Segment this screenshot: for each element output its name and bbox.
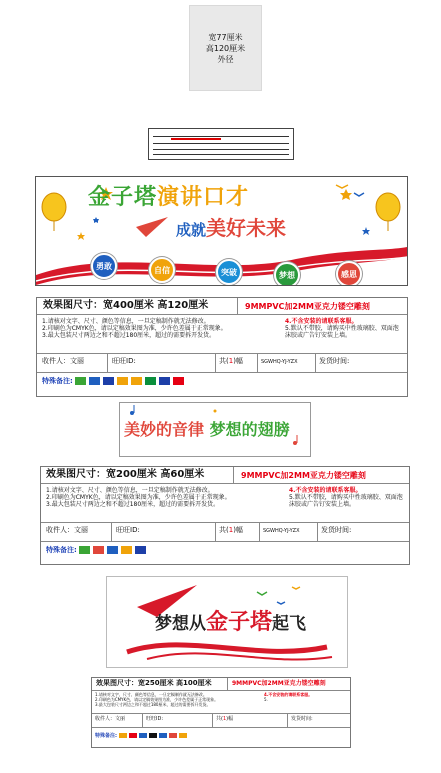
receiver-name: 文丽 <box>74 526 88 534</box>
spec2-count <box>219 527 243 534</box>
card-outer-text: 外径 <box>217 54 234 64</box>
divider <box>259 522 260 541</box>
color-swatch <box>103 377 114 385</box>
value-circle: 自信 <box>149 257 175 283</box>
ship-time-label: 发货时间: <box>319 357 350 365</box>
note-5: 5. <box>264 697 268 702</box>
divider <box>37 372 407 373</box>
spec1-receiver <box>42 358 84 365</box>
color-swatch <box>145 377 156 385</box>
divider <box>257 353 258 372</box>
wangwang-label: 旺旺ID: <box>146 716 164 722</box>
special-label: 特殊备注: <box>42 377 73 385</box>
value-circle: 勇敢 <box>91 253 117 279</box>
color-swatch <box>173 377 184 385</box>
value-circle: 感恩 <box>336 261 362 286</box>
color-swatch <box>79 546 90 554</box>
bird-icon <box>257 592 267 595</box>
divider <box>142 713 143 727</box>
banner-dream-takeoff <box>106 576 348 668</box>
color-swatch <box>107 546 118 554</box>
banner1-title-part2: 演讲口才 <box>157 184 250 210</box>
note-1: 1.请核对文字、尺寸、颜色等信息，一旦定稿制作就无法修改。 <box>95 692 207 697</box>
note-4: 4.不含安装的请联系客服。 <box>285 318 358 325</box>
color-swatch <box>89 377 100 385</box>
table-line <box>153 143 289 144</box>
color-swatch <box>93 546 104 554</box>
note-1: 1.请核对文字、尺寸、颜色等信息，一旦定稿制作就无法修改。 <box>42 318 210 325</box>
count-value: 1 <box>228 526 234 534</box>
spec1-special <box>42 377 187 385</box>
spec2-material: 9MMPVC加2MM亚克力镂空雕刻 <box>241 471 366 480</box>
card-height-text: 高120厘米 <box>205 43 246 53</box>
divider <box>92 727 350 728</box>
banner1-title <box>88 180 249 211</box>
banner3-text-part3: 起飞 <box>272 614 307 634</box>
table-line <box>153 136 289 137</box>
lantern-right-icon <box>376 193 400 231</box>
color-swatch <box>159 733 167 738</box>
spec2-size: 效果图尺寸：宽200厘米 高60厘米 <box>46 469 205 480</box>
bird-icon <box>277 602 285 604</box>
card-width-text: 宽77厘米 <box>208 32 243 42</box>
banner3-text-part2: 金子塔 <box>206 609 273 635</box>
bird-icon <box>292 587 300 589</box>
spec2-code: SGWHQ-YJ-YZX <box>263 528 300 534</box>
banner2-text-part1: 美妙的音律 <box>124 420 205 439</box>
banner1-subtitle-part2: 美好未来 <box>206 216 287 240</box>
ship-time-label: 发货时间: <box>321 526 352 534</box>
note-3: 3.最大包装尺寸两边之和不超过180厘米，超过的需要拆开发货。 <box>95 702 211 707</box>
color-swatches <box>75 377 187 385</box>
wangwang-label: 旺旺ID: <box>112 357 136 365</box>
divider <box>315 353 316 372</box>
spec1-code: SGWHQ-YJ-YZX <box>261 359 298 365</box>
count-suffix: )幅 <box>226 716 234 722</box>
spec2-notes-left <box>46 487 286 508</box>
value-circle: 梦想 <box>274 262 300 286</box>
count-prefix: 共( <box>219 357 229 365</box>
divider <box>37 314 407 315</box>
value-circle: 突破 <box>216 259 242 285</box>
note-2: 2.印刷色为CMYK色，请以定稿效果图为准，少许色差属于正常现象。 <box>42 325 227 332</box>
outer-size-card <box>189 5 262 91</box>
color-swatch <box>119 733 127 738</box>
color-swatch <box>117 377 128 385</box>
table-line <box>153 154 289 155</box>
banner-speech-design <box>35 176 408 286</box>
spec2-notes-right <box>289 487 405 508</box>
banner2-text-part2: 梦想的翅膀 <box>209 420 290 439</box>
banner1-subtitle <box>176 212 286 241</box>
receiver-label: 收件人： <box>42 357 70 365</box>
banner2-text <box>124 417 290 440</box>
wangwang-label: 旺旺ID: <box>116 526 140 534</box>
spec2-special <box>46 546 149 554</box>
color-swatches <box>79 546 149 554</box>
ship-time-label: 发货时间: <box>291 716 313 722</box>
divider <box>107 353 108 372</box>
color-swatch <box>129 733 137 738</box>
note-5: 5.默认不带胶，请购买中性玻璃胶、双面泡沫胶或广告钉安装上墙。 <box>289 494 403 508</box>
count-suffix: )幅 <box>233 526 243 534</box>
spec-table-2 <box>40 466 410 565</box>
divider <box>215 353 216 372</box>
count-suffix: )幅 <box>233 357 243 365</box>
divider <box>41 522 409 523</box>
count-prefix: 共( <box>219 526 229 534</box>
spec3-count <box>216 717 233 722</box>
spec1-notes-left <box>42 318 282 339</box>
spec3-size: 效果图尺寸：宽250厘米 高100厘米 <box>96 679 212 687</box>
spec1-material: 9MMPVC加2MM亚克力镂空雕刻 <box>245 302 370 311</box>
spec-table-3 <box>91 677 351 748</box>
table-line <box>153 149 289 150</box>
divider <box>212 713 213 727</box>
color-swatch <box>139 733 147 738</box>
note-4: 4.不含安装的请联系客服。 <box>289 487 362 494</box>
color-swatch <box>75 377 86 385</box>
receiver-label: 收件人： <box>46 526 74 534</box>
color-swatch <box>159 377 170 385</box>
color-swatch <box>121 546 132 554</box>
banner3-text-part1: 梦想从 <box>155 614 206 634</box>
note-5: 5.默认不带胶，请购买中性玻璃胶、双面泡沫胶或广告钉安装上墙。 <box>285 325 399 339</box>
receiver-name: 文丽 <box>115 716 126 722</box>
spec1-size: 效果图尺寸：宽400厘米 高120厘米 <box>43 300 209 311</box>
receiver-label: 收件人： <box>95 716 116 722</box>
color-swatch <box>179 733 187 738</box>
thumbnail-spec-table <box>148 128 294 160</box>
divider <box>237 298 238 314</box>
divider <box>41 483 409 484</box>
color-swatch <box>135 546 146 554</box>
color-swatches <box>119 733 189 739</box>
note-3: 3.最大包装尺寸两边之和不超过180厘米，超过的需要拆开发货。 <box>46 501 220 508</box>
spec3-material: 9MMPVC加2MM亚克力镂空雕刻 <box>232 680 326 687</box>
note-2: 2.印刷色为CMYK色，请以定稿效果图为准，少许色差属于正常现象。 <box>46 494 231 501</box>
banner1-subtitle-part1: 成就 <box>176 221 207 239</box>
divider <box>37 353 407 354</box>
count-value: 1 <box>228 357 234 365</box>
divider <box>92 713 350 714</box>
divider <box>215 522 216 541</box>
divider <box>287 713 288 727</box>
spec3-special <box>95 733 189 739</box>
note-1: 1.请核对文字、尺寸、颜色等信息，一旦定稿制作就无法修改。 <box>46 487 214 494</box>
color-swatch <box>131 377 142 385</box>
color-swatch <box>149 733 157 738</box>
count-value: 1 <box>222 716 227 722</box>
divider <box>317 522 318 541</box>
note-3: 3.最大包装尺寸两边之和不超过180厘米，超过的需要拆开发货。 <box>42 332 216 339</box>
divider <box>41 541 409 542</box>
banner3-text <box>155 605 306 636</box>
divider <box>233 467 234 483</box>
table-red-line <box>171 138 221 140</box>
lantern-left-icon <box>42 193 66 231</box>
divider <box>111 522 112 541</box>
divider <box>92 690 350 691</box>
spec1-notes-right <box>285 318 403 339</box>
spec3-notes-left <box>95 692 260 707</box>
spec2-receiver <box>46 527 88 534</box>
color-swatch <box>169 733 177 738</box>
spec3-receiver <box>95 717 125 722</box>
special-label: 特殊备注: <box>95 733 117 739</box>
divider <box>227 678 228 690</box>
note-4: 4.不含安装的请联系客服。 <box>264 692 313 697</box>
count-prefix: 共( <box>216 716 223 722</box>
spec3-notes-right <box>264 692 346 702</box>
spec-table-1 <box>36 297 408 397</box>
receiver-name: 文丽 <box>70 357 84 365</box>
note-2: 2.印刷色为CMYK色，请以定稿效果图为准，少许色差属于正常现象。 <box>95 697 219 702</box>
banner1-title-part1: 金子塔 <box>88 184 158 210</box>
special-label: 特殊备注: <box>46 546 77 554</box>
spec1-count <box>219 358 243 365</box>
banner-music-wings <box>119 402 311 457</box>
